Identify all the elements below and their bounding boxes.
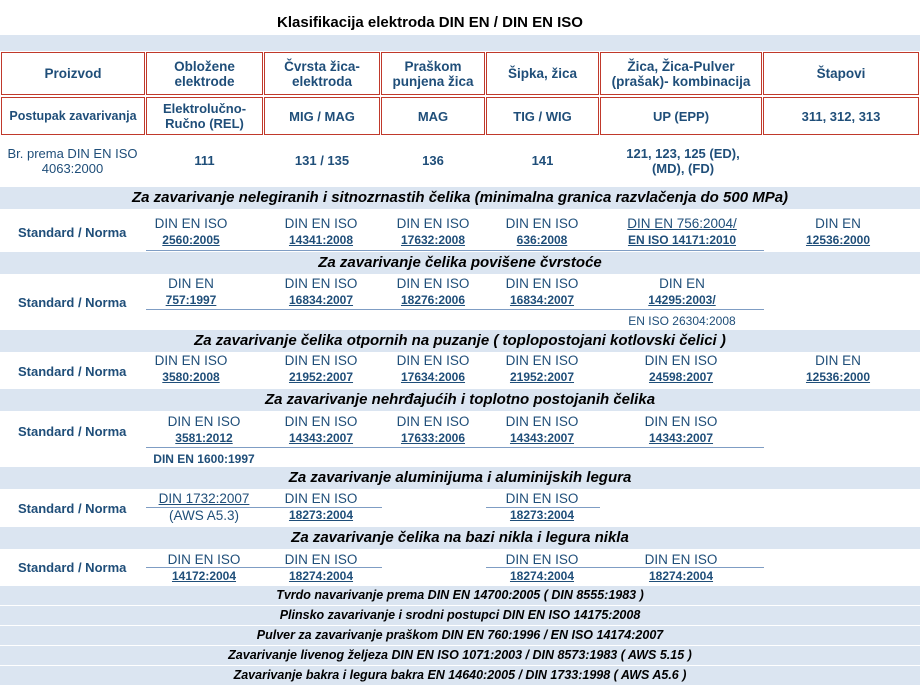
header-coated-electrodes: Obložene elektrode (146, 52, 263, 95)
standard-cell: DIN EN 12536:2000 (805, 353, 871, 384)
header-rod-wire: Šipka, žica (486, 52, 599, 95)
process-rel: Elektrolučno-Ručno (REL) (146, 97, 263, 135)
footer-row-hardfacing: Tvrdo navarivanje prema DIN EN 14700:2005 ( DIN 8555:1983 ) (0, 586, 920, 605)
footer-row-flux: Pulver za zavarivanje praškom DIN EN 760:1996 / EN ISO 14174:2007 (0, 626, 920, 645)
process-mig-mag: MIG / MAG (264, 97, 380, 135)
standard-cell: DIN EN 14295:2003/ (648, 276, 716, 307)
number-label: Br. prema DIN EN ISO 4063:2000 (7, 146, 138, 176)
footer-row-copper: Zavarivanje bakra i legura bakra EN 14640:2005 / DIN 1733:1998 ( AWS A5.6 ) (0, 666, 920, 685)
standard-cell: DIN EN ISO 21952:2007 (505, 353, 579, 384)
standard-cell: DIN EN ISO 17632:2008 (396, 216, 470, 247)
standard-cell: DIN EN 12536:2000 (805, 216, 871, 247)
header-flux-cored-wire: Praškom punjena žica (381, 52, 485, 95)
standard-cell: DIN EN ISO 14343:2007 (284, 414, 358, 445)
row-label-4: Standard / Norma (18, 424, 127, 439)
section-title-6: Za zavarivanje čelika na bazi nikla i legura nikla (0, 527, 920, 549)
standard-cell: DIN EN 756:2004/ EN ISO 14171:2010 (627, 216, 737, 247)
standard-cell: DIN EN ISO 21952:2007 (284, 353, 358, 384)
header-rods: Štapovi (763, 52, 919, 95)
process-label: Postupak zavarivanja (1, 97, 145, 135)
standard-cell: DIN EN ISO 24598:2007 (644, 353, 718, 384)
row-label-6: Standard / Norma (18, 560, 127, 575)
number-111: 111 (194, 153, 215, 168)
standard-cell: DIN EN ISO 18276:2006 (396, 276, 470, 307)
section-title-2: Za zavarivanje čelika povišene čvrstoće (0, 252, 920, 274)
header-band (0, 35, 920, 51)
number-131-135: 131 / 135 (294, 153, 350, 168)
standard-cell: DIN EN ISO 14343:2007 (505, 414, 579, 445)
standard-extra: DIN EN 1600:1997 (153, 452, 255, 466)
header-product: Proizvod (1, 52, 145, 95)
standard-cell: DIN EN ISO 17634:2006 (396, 353, 470, 384)
process-tig-wig: TIG / WIG (486, 97, 599, 135)
standard-cell: DIN EN ISO 3580:2008 (154, 353, 228, 384)
standard-cell: DIN EN ISO 2560:2005 (154, 216, 228, 247)
standard-cell: DIN EN ISO 18274:2004 (644, 552, 718, 583)
page-title: Klasifikacija elektroda DIN EN / DIN EN ISO (277, 14, 583, 31)
standard-cell: DIN EN ISO 16834:2007 (284, 276, 358, 307)
standard-cell: DIN EN ISO 14172:2004 (167, 552, 241, 583)
section-title-1: Za zavarivanje nelegiranih i sitnozrnastih čelika (minimalna granica razvlačenja do 500 MPa) (0, 187, 920, 209)
row-label-2: Standard / Norma (18, 295, 127, 310)
process-mag: MAG (381, 97, 485, 135)
standard-cell: DIN EN ISO 17633:2006 (396, 414, 470, 445)
header-wire-flux: Žica, Žica-Pulver (prašak)- kombinacija (600, 52, 762, 95)
number-up: 121, 123, 125 (ED), (MD), (FD) (626, 146, 740, 176)
standard-cell: DIN EN ISO 636:2008 (505, 216, 579, 247)
standard-cell: DIN EN ISO 16834:2007 (505, 276, 579, 307)
footer-row-gas-welding: Plinsko zavarivanje i srodni postupci DIN EN ISO 14175:2008 (0, 606, 920, 625)
row-label-3: Standard / Norma (18, 364, 127, 379)
standard-cell: DIN EN ISO 18273:2004 (505, 491, 579, 522)
standard-cell: DIN EN 757:1997 (165, 276, 217, 307)
standard-cell: DIN EN ISO 14341:2008 (284, 216, 358, 247)
process-rods: 311, 312, 313 (763, 97, 919, 135)
standard-cell: DIN 1732:2007 (AWS A5.3) (158, 491, 250, 523)
row-label-1: Standard / Norma (18, 225, 127, 240)
standard-extra: EN ISO 26304:2008 (628, 314, 736, 328)
footer-row-cast-iron: Zavarivanje livenog željeza DIN EN ISO 1071:2003 / DIN 8573:1983 ( AWS 5.15 ) (0, 646, 920, 665)
section-title-3: Za zavarivanje čelika otpornih na puzanje ( toplopostojani kotlovski čelici ) (0, 330, 920, 352)
header-solid-wire: Čvrsta žica-elektroda (264, 52, 380, 95)
row-label-5: Standard / Norma (18, 501, 127, 516)
standard-cell: DIN EN ISO 14343:2007 (644, 414, 718, 445)
section-title-4: Za zavarivanje nehrđajućih i toplotno postojanih čelika (0, 389, 920, 411)
number-141: 141 (531, 153, 554, 168)
standard-cell: DIN EN ISO 18274:2004 (284, 552, 358, 583)
number-136: 136 (422, 153, 444, 168)
process-up: UP (EPP) (600, 97, 762, 135)
section-title-5: Za zavarivanje aluminijuma i aluminijskih legura (0, 467, 920, 489)
standard-cell: DIN EN ISO 3581:2012 (167, 414, 241, 445)
standard-cell: DIN EN ISO 18273:2004 (284, 491, 358, 522)
standard-cell: DIN EN ISO 18274:2004 (505, 552, 579, 583)
